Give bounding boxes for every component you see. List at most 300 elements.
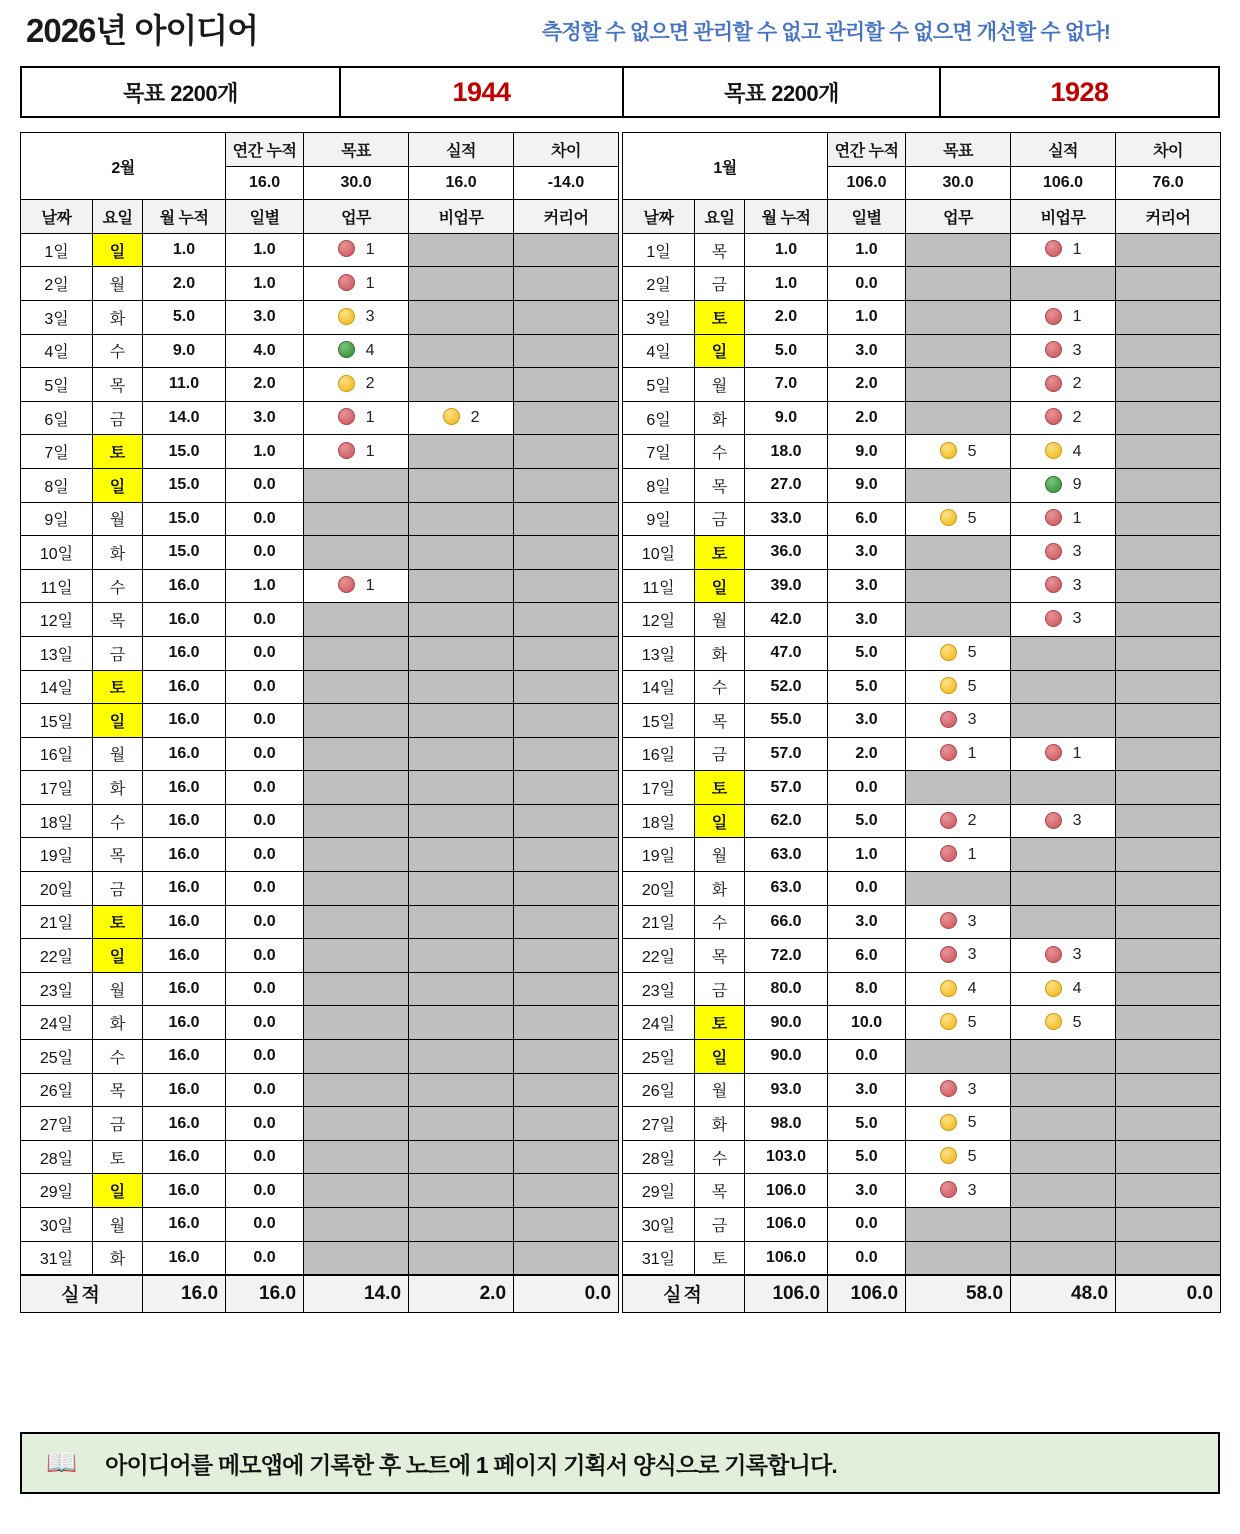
cell-nonwork [1011,1174,1116,1208]
cell-month-cum: 16.0 [143,1140,226,1174]
table-row [21,771,619,805]
entry-count: 3 [1072,341,1082,359]
table-row [21,569,619,603]
cell-career [514,502,619,536]
table-row [623,267,1221,301]
cell-daily: 3.0 [828,334,906,368]
cell-work[interactable] [906,636,1011,670]
entry-count: 5 [1072,1013,1082,1031]
cell-nonwork [1011,267,1116,301]
cell-career [514,435,619,469]
cell-work [304,804,409,838]
cell-date: 28일 [623,1140,695,1174]
entry-count: 3 [967,711,977,729]
cell-date: 18일 [623,804,695,838]
cell-career [514,1040,619,1074]
red-status-dot-icon [1045,946,1062,963]
cell-nonwork[interactable] [1011,401,1116,435]
cell-daily: 2.0 [828,737,906,771]
cell-work [906,300,1011,334]
cell-daily: 0.0 [226,1241,304,1275]
cell-career [1116,771,1221,805]
cell-date: 2일 [21,267,93,301]
cell-nonwork [1011,636,1116,670]
cell-daily: 0.0 [226,872,304,906]
table-row [21,1073,619,1107]
cell-daily: 8.0 [828,972,906,1006]
cell-daily: 6.0 [828,502,906,536]
cell-career [1116,1140,1221,1174]
red-status-dot-icon [940,812,957,829]
cell-dow: 토 [93,670,143,704]
cell-work[interactable] [304,233,409,267]
month-label: 1월 [623,133,828,200]
entry-count: 1 [1072,308,1082,326]
green-status-dot-icon [338,341,355,358]
cell-month-cum: 16.0 [143,1174,226,1208]
col-header-date: 날짜 [21,200,93,234]
entry-count: 9 [1072,476,1082,494]
cell-daily: 0.0 [226,1140,304,1174]
cell-career [1116,233,1221,267]
stat-value-goal: 30.0 [304,166,409,200]
cell-daily: 3.0 [226,401,304,435]
footer-note [20,1432,1220,1494]
cell-dow: 화 [695,872,745,906]
entry-count: 2 [470,408,480,426]
table-row [623,704,1221,738]
entry-count: 1 [365,408,375,426]
cell-work[interactable] [304,300,409,334]
entry-count: 1 [365,274,375,292]
cell-month-cum: 80.0 [745,972,828,1006]
cell-nonwork [409,502,514,536]
cell-work[interactable] [304,368,409,402]
table-row [21,267,619,301]
table-row [623,1040,1221,1074]
cell-month-cum: 16.0 [143,603,226,637]
cell-date: 30일 [21,1208,93,1242]
cell-work [304,905,409,939]
cell-month-cum: 16.0 [143,737,226,771]
table-row [623,435,1221,469]
cell-dow: 목 [695,939,745,973]
cell-month-cum: 16.0 [143,1073,226,1107]
cell-career [1116,502,1221,536]
cell-month-cum: 15.0 [143,536,226,570]
cell-work[interactable] [906,939,1011,973]
cell-career [514,603,619,637]
cell-dow: 목 [695,704,745,738]
cell-nonwork[interactable] [1011,233,1116,267]
cell-daily: 0.0 [226,502,304,536]
cell-dow: 월 [695,838,745,872]
cell-nonwork [409,872,514,906]
cell-nonwork [1011,905,1116,939]
cell-career [1116,435,1221,469]
red-status-dot-icon [940,1080,957,1097]
cell-date: 17일 [623,771,695,805]
cell-nonwork[interactable] [1011,368,1116,402]
amber-status-dot-icon [940,509,957,526]
cell-nonwork [409,737,514,771]
cell-career [514,368,619,402]
cell-nonwork [1011,872,1116,906]
cell-daily: 0.0 [226,1006,304,1040]
amber-status-dot-icon [940,1013,957,1030]
cell-dow: 토 [93,435,143,469]
entry-count: 3 [967,1080,977,1098]
table-row [21,502,619,536]
cell-date: 11일 [21,569,93,603]
cell-nonwork[interactable] [1011,569,1116,603]
entry-count: 2 [967,812,977,830]
cell-date: 7일 [21,435,93,469]
cell-dow: 수 [93,569,143,603]
cell-dow: 금 [695,972,745,1006]
entry-count: 5 [967,509,977,527]
cell-month-cum: 63.0 [745,872,828,906]
cell-work [906,872,1011,906]
cell-dow: 월 [695,1073,745,1107]
cell-dow: 수 [93,334,143,368]
footer-note-text: 아이디어를 메모앱에 기록한 후 노트에 1 페이지 기획서 양식으로 기록합니다. [105,1451,837,1478]
table-row [623,334,1221,368]
cell-nonwork [409,939,514,973]
table-row [623,569,1221,603]
cell-dow: 월 [93,267,143,301]
cell-date: 10일 [21,536,93,570]
table-row [21,603,619,637]
amber-status-dot-icon [1045,442,1062,459]
cell-career [1116,872,1221,906]
cell-nonwork[interactable] [1011,737,1116,771]
cell-nonwork[interactable] [1011,972,1116,1006]
cell-dow: 수 [695,670,745,704]
cell-daily: 6.0 [828,939,906,973]
cell-dow: 목 [93,838,143,872]
cell-nonwork[interactable] [1011,1006,1116,1040]
cell-career [514,1006,619,1040]
cell-month-cum: 1.0 [745,267,828,301]
sheet-0 [20,132,619,1313]
month-header-row [623,133,1221,167]
cell-career [1116,670,1221,704]
cell-work [304,1208,409,1242]
cell-career [514,1140,619,1174]
table-row [623,872,1221,906]
cell-career [1116,905,1221,939]
cell-career [514,670,619,704]
cell-career [1116,368,1221,402]
cell-nonwork [409,771,514,805]
cell-month-cum: 15.0 [143,502,226,536]
cell-date: 15일 [623,704,695,738]
table-row [21,972,619,1006]
cell-daily: 2.0 [828,401,906,435]
cell-career [1116,536,1221,570]
cell-work [304,1174,409,1208]
table-row [21,1208,619,1242]
cell-date: 24일 [623,1006,695,1040]
cell-date: 28일 [21,1140,93,1174]
table-row [21,1107,619,1141]
cell-career [514,569,619,603]
cell-month-cum: 1.0 [143,233,226,267]
table-row [21,636,619,670]
cell-daily: 0.0 [226,737,304,771]
cell-date: 23일 [21,972,93,1006]
cell-work[interactable] [906,435,1011,469]
cell-work[interactable] [906,1140,1011,1174]
col-header-work: 업무 [906,200,1011,234]
cell-work[interactable] [906,804,1011,838]
col-header-career: 커리어 [514,200,619,234]
cell-nonwork [409,468,514,502]
table-row [21,368,619,402]
total-nonwork: 48.0 [1011,1275,1116,1313]
cell-work[interactable] [906,1174,1011,1208]
col-header-nonwork: 비업무 [1011,200,1116,234]
table-row [623,536,1221,570]
cell-daily: 1.0 [226,233,304,267]
red-status-dot-icon [1045,341,1062,358]
entry-count: 3 [1072,576,1082,594]
cell-daily: 0.0 [828,771,906,805]
cell-career [1116,704,1221,738]
cell-nonwork [1011,838,1116,872]
cell-daily: 0.0 [226,804,304,838]
cell-work[interactable] [906,972,1011,1006]
cell-nonwork[interactable] [1011,939,1116,973]
cell-dow: 화 [695,636,745,670]
cell-work [304,939,409,973]
month-header-row [21,133,619,167]
red-status-dot-icon [338,408,355,425]
cell-work[interactable] [906,1006,1011,1040]
total-label: 실적 [21,1275,143,1313]
cell-daily: 0.0 [828,1208,906,1242]
cell-dow: 화 [93,1241,143,1275]
cell-nonwork[interactable] [1011,435,1116,469]
table-row [623,636,1221,670]
cell-dow: 화 [93,771,143,805]
cell-nonwork [409,1140,514,1174]
cell-work[interactable] [304,401,409,435]
cell-work [304,838,409,872]
cell-nonwork[interactable] [1011,603,1116,637]
cell-daily: 0.0 [226,1174,304,1208]
cell-daily: 1.0 [226,569,304,603]
table-row [21,233,619,267]
entry-count: 1 [1072,744,1082,762]
cell-career [514,939,619,973]
cell-daily: 1.0 [828,233,906,267]
cell-work[interactable] [906,1073,1011,1107]
cell-daily: 0.0 [226,536,304,570]
cell-daily: 3.0 [828,704,906,738]
cell-month-cum: 9.0 [143,334,226,368]
entry-count: 3 [1072,812,1082,830]
cell-dow: 목 [93,368,143,402]
cell-date: 19일 [623,838,695,872]
red-status-dot-icon [940,946,957,963]
table-row [21,737,619,771]
cell-date: 31일 [21,1241,93,1275]
cell-month-cum: 52.0 [745,670,828,704]
cell-work [906,1208,1011,1242]
cell-work[interactable] [906,905,1011,939]
cell-nonwork[interactable] [409,401,514,435]
total-work: 14.0 [304,1275,409,1313]
total-row [623,1275,1221,1313]
table-row [623,939,1221,973]
cell-month-cum: 16.0 [143,704,226,738]
entry-count: 3 [1072,946,1082,964]
amber-status-dot-icon [338,308,355,325]
cell-career [514,334,619,368]
entry-count: 2 [1072,375,1082,393]
table-row [21,1241,619,1275]
cell-dow: 금 [93,872,143,906]
amber-status-dot-icon [1045,980,1062,997]
cell-daily: 1.0 [226,435,304,469]
cell-work [304,737,409,771]
cell-work[interactable] [906,737,1011,771]
cell-work[interactable] [304,334,409,368]
cell-career [1116,838,1221,872]
cell-work[interactable] [304,569,409,603]
cell-month-cum: 2.0 [143,267,226,301]
cell-work[interactable] [304,435,409,469]
table-row [21,804,619,838]
cell-month-cum: 16.0 [143,838,226,872]
cell-dow: 토 [695,1006,745,1040]
cell-career [514,233,619,267]
cell-dow: 월 [93,737,143,771]
red-status-dot-icon [338,240,355,257]
cell-work[interactable] [906,838,1011,872]
cell-dow: 일 [695,569,745,603]
cell-month-cum: 106.0 [745,1241,828,1275]
cell-month-cum: 106.0 [745,1208,828,1242]
cell-month-cum: 90.0 [745,1040,828,1074]
column-header-row [623,200,1221,234]
cell-daily: 3.0 [828,603,906,637]
cell-work[interactable] [906,1107,1011,1141]
entry-count: 1 [967,744,977,762]
table-row [21,1040,619,1074]
cell-dow: 일 [695,1040,745,1074]
cell-dow: 금 [93,636,143,670]
cell-dow: 일 [93,704,143,738]
cell-dow: 목 [695,468,745,502]
cell-nonwork[interactable] [1011,300,1116,334]
cell-date: 21일 [623,905,695,939]
cell-nonwork [1011,1140,1116,1174]
cell-dow: 토 [93,1140,143,1174]
cell-dow: 금 [93,1107,143,1141]
cell-dow: 월 [695,603,745,637]
cell-date: 27일 [21,1107,93,1141]
cell-work[interactable] [906,704,1011,738]
cell-daily: 0.0 [226,1073,304,1107]
cell-nonwork[interactable] [1011,502,1116,536]
table-row [623,233,1221,267]
cell-month-cum: 62.0 [745,804,828,838]
cell-career [514,972,619,1006]
red-status-dot-icon [1045,576,1062,593]
cell-date: 25일 [623,1040,695,1074]
cell-date: 21일 [21,905,93,939]
cell-month-cum: 14.0 [143,401,226,435]
cell-work[interactable] [304,267,409,301]
cell-career [514,1174,619,1208]
cell-work [304,670,409,704]
table-row [623,905,1221,939]
cell-dow: 금 [695,267,745,301]
col-header-date: 날짜 [623,200,695,234]
cell-month-cum: 16.0 [143,1208,226,1242]
cell-dow: 수 [695,1140,745,1174]
cell-dow: 화 [93,536,143,570]
cell-work[interactable] [906,670,1011,704]
cell-nonwork[interactable] [1011,804,1116,838]
cell-month-cum: 106.0 [745,1174,828,1208]
red-status-dot-icon [1045,308,1062,325]
cell-date: 20일 [21,872,93,906]
red-status-dot-icon [1045,240,1062,257]
table-row [21,468,619,502]
cell-daily: 0.0 [226,670,304,704]
cell-nonwork [409,368,514,402]
cell-dow: 일 [695,804,745,838]
cell-daily: 1.0 [226,267,304,301]
entry-count: 1 [365,240,375,258]
cell-nonwork[interactable] [1011,334,1116,368]
col-header-daily: 일별 [226,200,304,234]
cell-date: 7일 [623,435,695,469]
cell-daily: 5.0 [828,1140,906,1174]
cell-work [304,1073,409,1107]
col-header-month-cum: 월 누적 [745,200,828,234]
column-header-row [21,200,619,234]
cell-daily: 1.0 [828,300,906,334]
cell-career [514,838,619,872]
cell-work [906,334,1011,368]
stat-header-goal: 목표 [906,133,1011,167]
cell-career [1116,401,1221,435]
cell-work[interactable] [906,502,1011,536]
table-row [21,1006,619,1040]
cell-career [1116,569,1221,603]
total-nonwork: 2.0 [409,1275,514,1313]
cell-work [906,368,1011,402]
cell-nonwork[interactable] [1011,468,1116,502]
total-row [21,1275,619,1313]
cell-daily: 4.0 [226,334,304,368]
tables-container [20,132,1220,1313]
red-status-dot-icon [1045,509,1062,526]
cell-month-cum: 66.0 [745,905,828,939]
cell-work [304,603,409,637]
cell-date: 3일 [21,300,93,334]
cell-nonwork[interactable] [1011,536,1116,570]
total-daily: 16.0 [226,1275,304,1313]
cell-work [304,1107,409,1141]
table-row [623,1006,1221,1040]
table-row [21,838,619,872]
